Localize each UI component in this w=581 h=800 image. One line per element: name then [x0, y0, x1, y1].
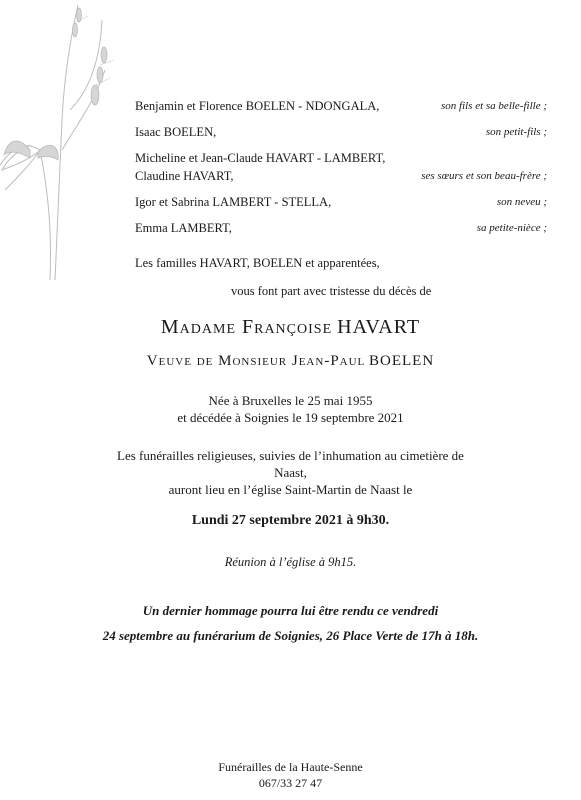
relative-relation: son fils et sa belle-fille ;	[440, 100, 547, 112]
relative-relation: son petit-fils ;	[485, 126, 547, 138]
announce-line: vous font part avec tristesse du décès de	[231, 284, 432, 298]
deceased-prefix: Madame Françoise	[160, 316, 333, 338]
relative-name: Igor et Sabrina LAMBERT - STELLA,	[135, 195, 332, 209]
relative-relation: sa petite-nièce ;	[476, 222, 547, 234]
funeral-line: Les funérailles religieuses, suivies de l’inhumation au cimetière de	[117, 448, 464, 463]
birth-line: Née à Bruxelles le 25 mai 1955	[208, 393, 373, 408]
tribute-line: Un dernier hommage pourra lui être rendu ce vendredi	[142, 603, 439, 618]
relative-name: Isaac BOELEN,	[135, 125, 217, 139]
relative-relation: son neveu ;	[496, 196, 547, 208]
relative-name: Emma LAMBERT,	[135, 221, 232, 235]
relative-relation: ses sœurs et son beau-frère ;	[421, 170, 547, 182]
funeral-date: Lundi 27 septembre 2021 à 9h30.	[191, 513, 390, 528]
funeral-line: auront lieu en l’église Saint-Martin de Naast le	[168, 482, 413, 497]
widow-line	[0, 353, 581, 370]
funeral-line: Naast,	[274, 465, 307, 480]
deceased-surname: HAVART	[337, 316, 421, 338]
families-line: Les familles HAVART, BOELEN et apparentées,	[135, 256, 380, 270]
tribute-line: 24 septembre au funérarium de Soignies, 26 Place Verte de 17h à 18h.	[102, 628, 479, 643]
relative-name: Benjamin et Florence BOELEN - NDONGALA,	[135, 99, 380, 113]
lily-flower-icon	[0, 0, 140, 280]
widow-prefix: Veuve de Monsieur Jean-Paul	[146, 353, 366, 369]
meeting-line: Réunion à l’église à 9h15.	[224, 555, 357, 569]
relative-name: Claudine HAVART,	[135, 169, 234, 183]
funeral-home-phone: 067/33 27 47	[258, 776, 323, 790]
deceased-name	[0, 316, 581, 339]
funeral-home-name: Funérailles de la Haute-Senne	[218, 760, 363, 774]
widow-surname: BOELEN	[369, 353, 435, 369]
death-line: et décédée à Soignies le 19 septembre 2021	[177, 410, 404, 425]
relative-name: Micheline et Jean-Claude HAVART - LAMBERT,	[135, 151, 386, 165]
